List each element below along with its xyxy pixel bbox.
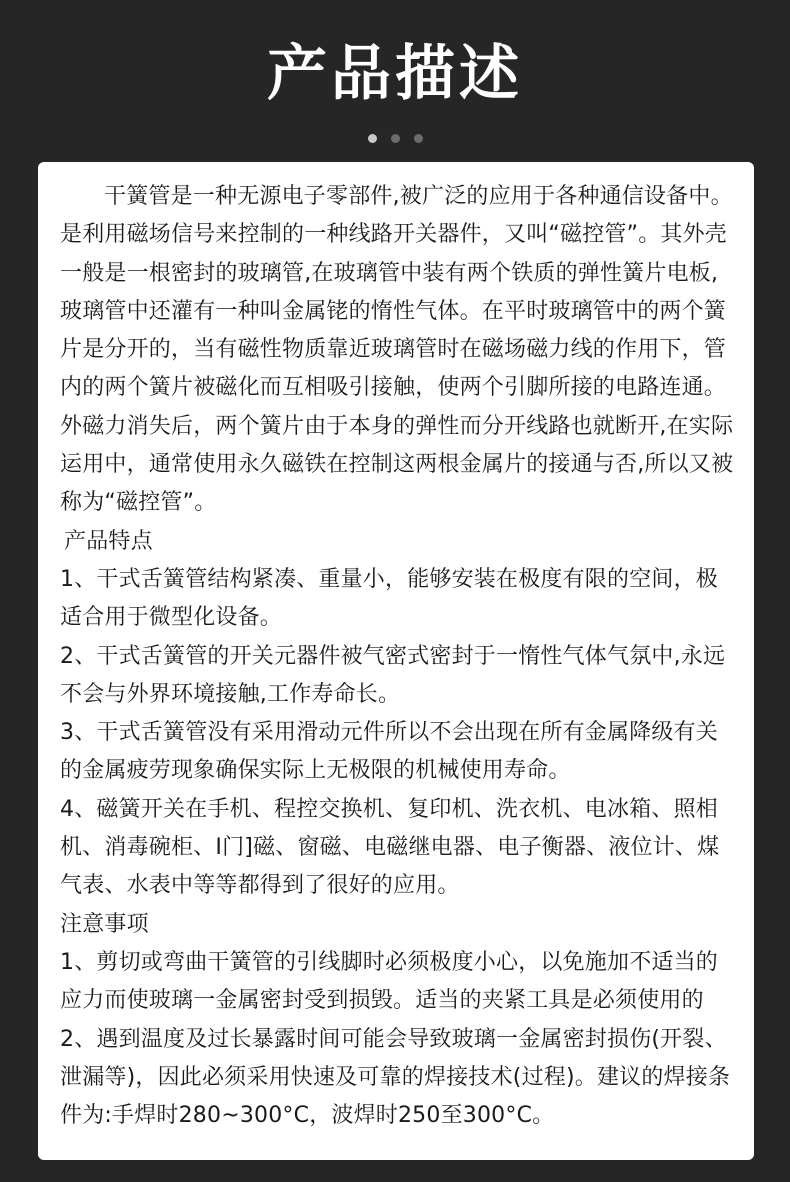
feature-item: 3、干式舌簧管没有采用滑动元件所以不会出现在所有金属降级有关的金属疲劳现象确保实际上无极限的机械使用寿命。 bbox=[60, 720, 718, 784]
features-heading: 产品特点 bbox=[64, 528, 153, 554]
page-title: 产品描述 bbox=[267, 39, 523, 109]
note-item: 1、剪切或弯曲干簧管的引线脚时必须极度小心，以免施加不适当的应力而使玻璃一金属密封受到损毁。适当的夹紧工具是必须使用的 bbox=[60, 949, 718, 1014]
carousel-dots bbox=[0, 134, 790, 143]
feature-item: 2、干式舌簧管的开关元器件被气密式密封于一惰性气体气氛中,永远不会与外界环境接触,工作寿命长。 bbox=[60, 643, 726, 707]
carousel-dot bbox=[391, 134, 400, 143]
carousel-dot bbox=[414, 134, 423, 143]
description-card bbox=[38, 162, 754, 1160]
feature-item: 4、磁簧开关在手机、程控交换机、复印机、洗衣机、电冰箱、照相机、消毒碗柜、Ⅰ门]磁、窗磁、电磁继电器、电子衡器、液位计、煤气表、水表中等等都得到了很好的应用。 bbox=[60, 796, 720, 899]
note-item: 2、遇到温度及过长暴露时间可能会导致玻璃一金属密封损伤(开裂、泄漏等)，因此必须采用快速及可靠的焊接技术(过程)。建议的焊接条件为:手焊时280~300°C，波焊时250至300°C。 bbox=[60, 1026, 731, 1129]
notes-heading: 注意事项 bbox=[60, 911, 149, 937]
feature-item: 1、干式舌簧管结构紧凑、重量小，能够安装在极度有限的空间，极适合用于微型化设备。 bbox=[60, 566, 718, 631]
intro-paragraph: 干簧管是一种无源电子零部件,被广泛的应用于各种通信设备中。是利用磁场信号来控制的一种线路开关器件，又叫“磁控管”。其外壳一般是一根密封的玻璃管,在玻璃管中装有两个铁质的弹性簧片电板,玻璃管中还灌有一种叫金属铑的惰性气体。在平时玻璃管中的两个簧片是分开的，当有磁性物质靠近玻璃管时在磁场磁力线的作用下，管内的两个簧片被磁化而互相吸引接触，使两个引脚所接的电路连通。外磁力消失后，两个簧片由于本身的弹性而分开线路也就断开,在实际运用中，通常使用永久磁铁在控制这两根金属片的接通与否,所以又被称为“磁控管”。 bbox=[60, 184, 734, 516]
carousel-dot-active bbox=[368, 134, 377, 143]
